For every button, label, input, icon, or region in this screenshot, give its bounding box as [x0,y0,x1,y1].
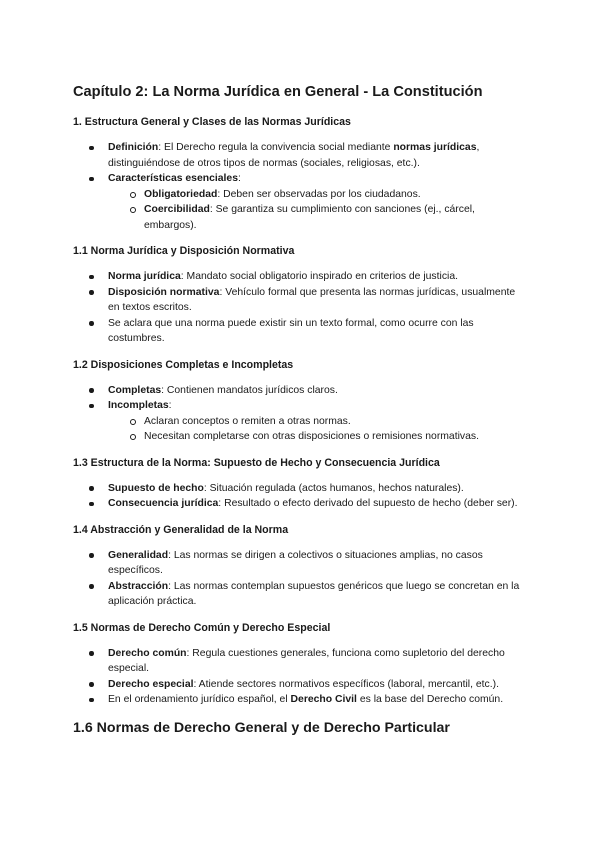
item-term: Consecuencia jurídica [108,498,219,509]
section-heading: 1.3 Estructura de la Norma: Supuesto de Hecho y Consecuencia Jurídica [73,456,440,469]
item-term: Norma jurídica [108,271,181,282]
sub-list-item [108,429,528,445]
bullet-list [73,383,528,445]
item-term: Incompletas [108,400,169,411]
item-text: : Resultado o efecto derivado del supuesto de hecho (deber ser). [218,498,518,509]
bullet-dot-icon [89,682,94,687]
bullet-list [73,269,528,347]
item-term: Derecho especial [108,678,194,690]
bullet-circle-icon [130,192,136,198]
item-text: : Contienen mandatos jurídicos claros. [161,384,338,396]
final-section-heading: 1.6 Normas de Derecho General y de Derecho Particular [73,719,450,736]
sub-list-item [108,187,528,203]
list-item [73,383,528,399]
item-term: Generalidad [108,549,169,561]
bullet-dot-icon [89,146,94,151]
sections-container [73,116,528,708]
bullet-dot-icon [89,651,94,656]
item-term: Supuesto de hecho [108,482,204,494]
item-text: : Se garantiza su cumplimiento con sanciones (ej., cárcel, embargos). [144,204,475,231]
bullet-dot-icon [89,486,94,491]
item-term: Derecho común [108,647,187,659]
item-text: es la base del Derecho común. [356,694,504,705]
bullet-dot-icon [89,404,94,409]
item-text: : Atiende sectores normativos específicos (laboral, mercantil, etc.). [193,678,499,690]
item-text: : Regula cuestiones generales, funciona como supletorio del derecho especial. [108,647,505,674]
bullet-list [73,548,528,610]
list-item [73,269,528,285]
list-item [73,285,528,316]
bullet-list [73,481,528,512]
sub-bullet-list [108,187,528,234]
bullet-dot-icon [89,177,94,182]
item-term: Definición [108,142,159,153]
item-term: Obligatoriedad [144,188,218,200]
bullet-list [73,140,528,233]
section-heading: 1.1 Norma Jurídica y Disposición Normativa [73,245,295,257]
list-item [73,579,528,610]
bullet-list [73,646,528,708]
item-text: : Deben ser observadas por los ciudadanos. [217,188,421,200]
bullet-dot-icon [89,321,94,326]
item-text: : Las normas contemplan supuestos genéricos que luego se concretan en la aplicación práctica. [108,580,520,607]
list-item [73,140,528,171]
bullet-dot-icon [89,275,94,280]
item-term: normas jurídicas [393,142,477,153]
section-heading: 1. Estructura General y Clases de las Normas Jurídicas [73,116,351,128]
list-item [73,481,528,497]
sub-bullet-list [108,414,528,445]
list-item [73,316,528,347]
bullet-dot-icon [89,584,94,589]
bullet-dot-icon [89,290,94,295]
list-item [73,171,528,233]
bullet-dot-icon [89,502,94,507]
item-term: Características esenciales [108,173,238,184]
item-text: Se aclara que una norma puede existir sin un texto formal, como ocurre con las costumbres. [108,317,474,344]
item-term: Completas [108,384,162,396]
item-text: : Vehículo formal que presenta las normas jurídicas, usualmente en textos escritos. [108,286,516,313]
list-item [73,646,528,677]
item-text: : Situación regulada (actos humanos, hechos naturales). [203,482,464,494]
list-item [73,496,528,512]
item-text: Aclaran conceptos o remiten a otras normas. [144,415,351,427]
item-term: Coercibilidad [144,204,210,215]
item-text: : El Derecho regula la convivencia social mediante [158,142,394,153]
bullet-circle-icon [130,419,136,425]
section-heading: 1.5 Normas de Derecho Común y Derecho Especial [73,621,331,634]
item-text: En el ordenamiento jurídico español, el [108,694,291,705]
bullet-dot-icon [89,553,94,558]
sub-list-item [108,202,528,233]
section-heading: 1.4 Abstracción y Generalidad de la Norma [73,523,289,536]
sub-list-item [108,414,528,430]
item-text: Necesitan completarse con otras disposiciones o remisiones normativas. [144,431,479,442]
bullet-circle-icon [130,207,136,213]
item-term: Abstracción [108,580,169,592]
page-title: Capítulo 2: La Norma Jurídica en General - La Constitución [73,84,483,100]
list-item [73,692,528,708]
bullet-circle-icon [130,434,136,440]
bullet-dot-icon [89,698,94,703]
item-text: , distinguiéndose de otros tipos de normas (sociales, religiosas, etc.). [108,142,480,169]
item-text: : Las normas se dirigen a colectivos o situaciones amplias, no casos específicos. [108,549,483,576]
list-item [73,677,528,693]
item-text: : Mandato social obligatorio inspirado en criterios de justicia. [180,271,458,282]
item-term: Disposición normativa [108,286,220,298]
section-heading: 1.2 Disposiciones Completas e Incompletas [73,358,294,371]
bullet-dot-icon [89,388,94,393]
item-term: Derecho Civil [290,694,357,705]
list-item [73,548,528,579]
item-text: : [237,173,241,184]
item-text: : [168,400,172,411]
list-item [73,398,528,445]
